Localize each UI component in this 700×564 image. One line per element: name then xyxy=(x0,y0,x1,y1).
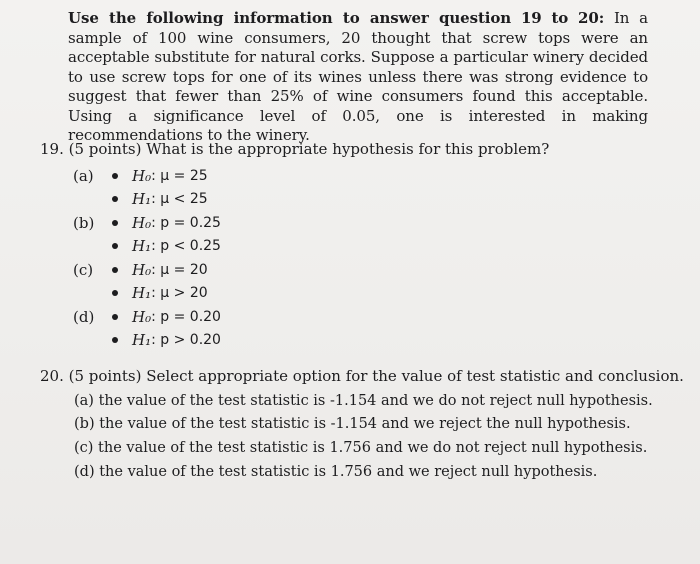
q20-option-c-text: the value of the test statistic is 1.756 and we do not reject null hypothesis. xyxy=(98,440,648,456)
h0-condition: : p = 0.20 xyxy=(151,309,221,325)
bullet-icon xyxy=(112,220,118,226)
bullet-icon xyxy=(112,267,118,273)
h1-symbol: H₁ xyxy=(132,237,152,255)
q19-option-b-label[interactable]: (b) xyxy=(73,214,95,232)
h0-condition: : μ = 20 xyxy=(151,262,208,278)
intro-q-start: 19 xyxy=(520,9,542,27)
q19-option-a-label[interactable]: (a) xyxy=(73,167,94,185)
h1-symbol: H₁ xyxy=(132,331,152,349)
h1-condition: : μ < 25 xyxy=(151,191,208,207)
q20-option-c-label: (c) xyxy=(74,440,94,456)
bullet-icon xyxy=(112,337,118,343)
q19-option-c-h1 xyxy=(112,284,208,302)
q20-option-c[interactable] xyxy=(74,440,647,456)
q20-option-a-text: the value of the test statistic is -1.154 and we do not reject null hypothesis. xyxy=(98,393,653,409)
h0-symbol: H₀ xyxy=(132,214,152,232)
bullet-icon xyxy=(112,290,118,296)
question-19 xyxy=(40,140,549,159)
question-20 xyxy=(40,367,684,386)
h1-condition: : p < 0.25 xyxy=(151,238,221,254)
h1-symbol: H₁ xyxy=(132,284,152,302)
q19-option-c-label[interactable]: (c) xyxy=(73,261,94,279)
q20-option-d[interactable] xyxy=(74,464,597,480)
h0-condition: : μ = 25 xyxy=(151,168,208,184)
q19-option-d-h0 xyxy=(112,308,221,326)
bullet-icon xyxy=(112,196,118,202)
h0-symbol: H₀ xyxy=(132,261,152,279)
h0-condition: : p = 0.25 xyxy=(151,215,221,231)
q19-option-d-label[interactable]: (d) xyxy=(73,308,95,326)
bullet-icon xyxy=(112,243,118,249)
h1-symbol: H₁ xyxy=(132,190,152,208)
intro-lead: Use the following information to answer question xyxy=(68,9,512,27)
q19-option-a-h0 xyxy=(112,167,208,185)
intro-q-end: 20: xyxy=(578,9,605,27)
h0-symbol: H₀ xyxy=(132,167,152,185)
q19-option-a-h1 xyxy=(112,190,208,208)
q19-option-b-h0 xyxy=(112,214,221,232)
question-19-number: 19. xyxy=(40,140,64,158)
q19-option-c-h0 xyxy=(112,261,208,279)
q20-option-a-label: (a) xyxy=(74,393,94,409)
intro-to: to xyxy=(551,9,569,27)
q19-option-d-h1 xyxy=(112,331,221,349)
intro-paragraph xyxy=(68,9,648,146)
h1-condition: : p > 0.20 xyxy=(151,332,221,348)
q20-option-b[interactable] xyxy=(74,416,631,432)
q19-option-b-h1 xyxy=(112,237,221,255)
h1-condition: : μ > 20 xyxy=(151,285,208,301)
intro-body: In a sample of 100 wine consumers, 20 thought that screw tops were an acceptable substitute for natural corks. Suppose a particular winery decided to use screw tops for one of its wines unless there was strong evidence to suggest that fewer than 25% of wine consumers found this acceptable. Using a significance level of 0.05, one is interested in making recommendations to the winery. xyxy=(68,9,649,144)
q20-option-a[interactable] xyxy=(74,393,653,409)
q20-option-b-label: (b) xyxy=(74,416,95,432)
question-20-number: 20. xyxy=(40,367,64,385)
h0-symbol: H₀ xyxy=(132,308,152,326)
q20-option-d-text: the value of the test statistic is 1.756 and we reject null hypothesis. xyxy=(99,464,598,480)
question-19-text: (5 points) What is the appropriate hypothesis for this problem? xyxy=(68,140,550,158)
q20-option-b-text: the value of the test statistic is -1.154 and we reject the null hypothesis. xyxy=(99,416,631,432)
bullet-icon xyxy=(112,314,118,320)
bullet-icon xyxy=(112,173,118,179)
question-20-text: (5 points) Select appropriate option for the value of test statistic and conclusion. xyxy=(68,367,684,385)
q20-option-d-label: (d) xyxy=(74,464,95,480)
